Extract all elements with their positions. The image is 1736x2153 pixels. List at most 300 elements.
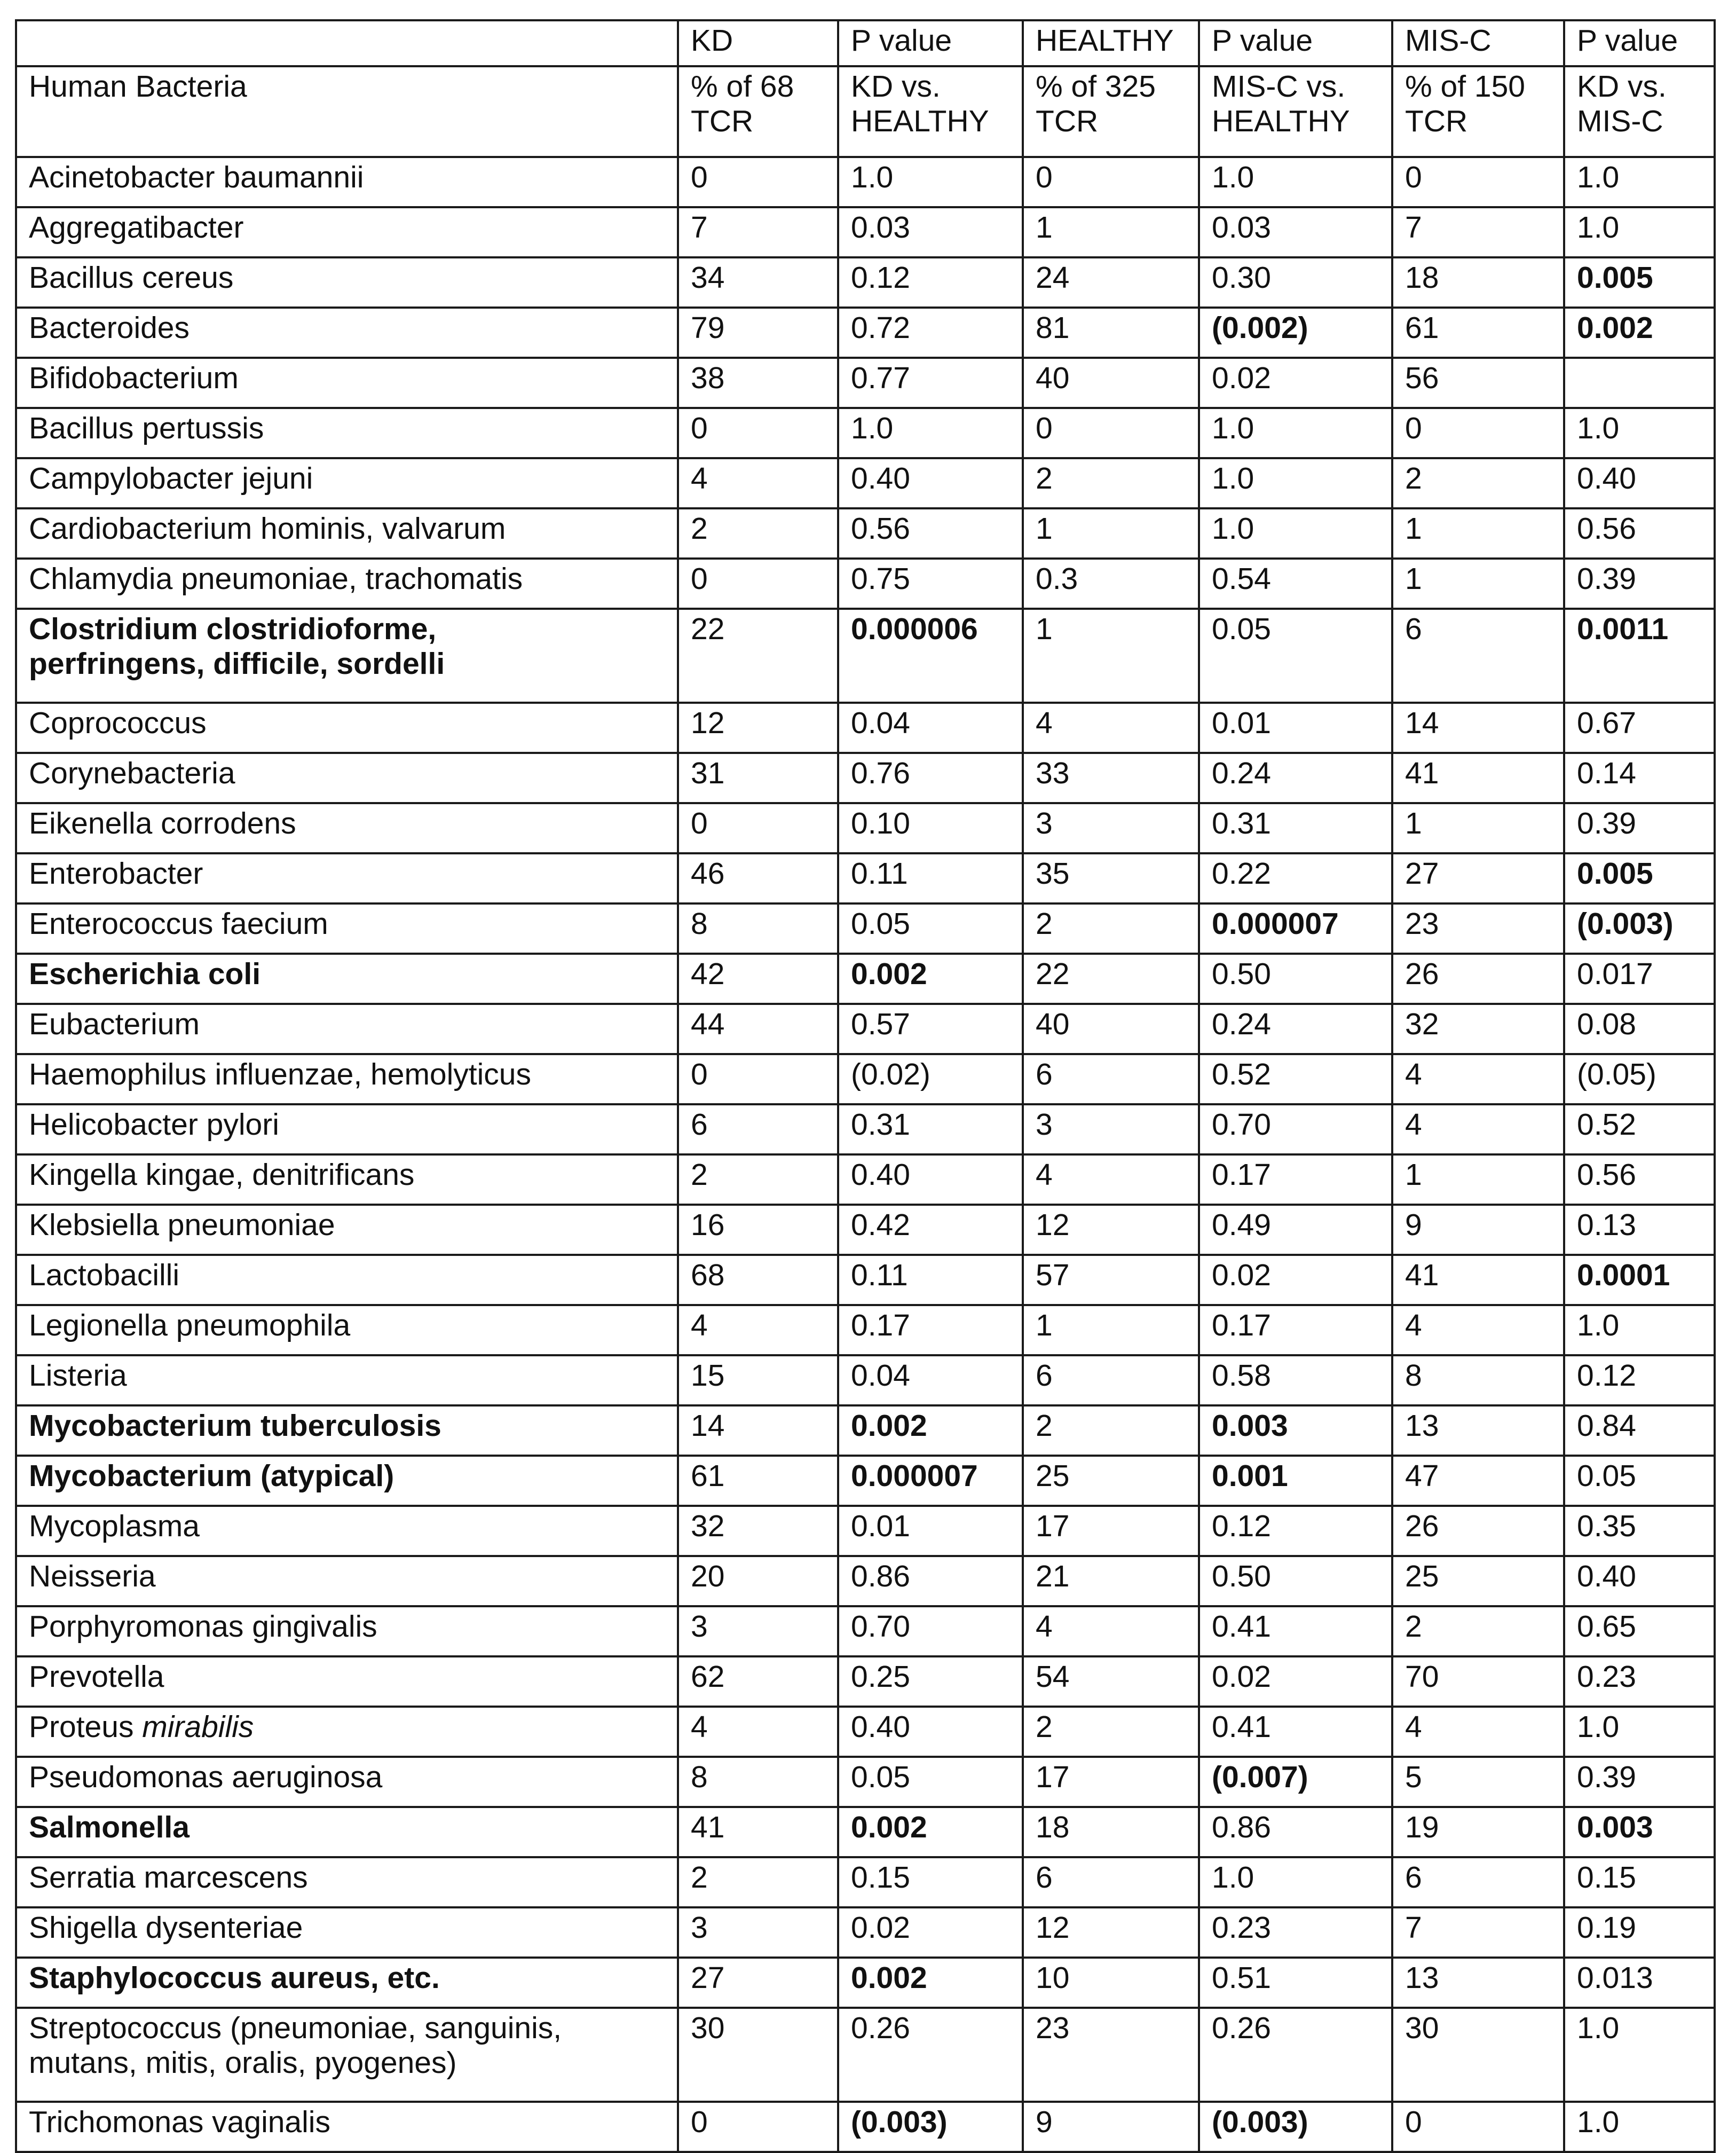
p-kd-vs-misc-cell: 1.0 [1564, 1305, 1715, 1355]
p-kd-vs-misc-cell: 0.56 [1564, 1154, 1715, 1205]
kd-percent-cell: 12 [678, 703, 838, 753]
p-kd-vs-misc-cell: 1.0 [1564, 2102, 1715, 2152]
p-misc-vs-healthy-cell: 0.50 [1199, 954, 1392, 1004]
misc-percent-cell: 7 [1392, 207, 1564, 257]
healthy-percent-cell: 1 [1023, 508, 1199, 559]
table-row [16, 803, 1715, 853]
bacteria-name-cell [16, 1255, 678, 1305]
p-kd-vs-healthy-cell: 0.04 [838, 1355, 1023, 1405]
table-row [16, 1807, 1715, 1857]
p-kd-vs-misc-cell: 0.0001 [1564, 1255, 1715, 1305]
kd-percent-cell: 0 [678, 157, 838, 207]
table-row [16, 1857, 1715, 1907]
bacteria-name-cell [16, 1656, 678, 1707]
kd-percent-cell: 41 [678, 1807, 838, 1857]
healthy-percent-cell: 54 [1023, 1656, 1199, 1707]
kd-percent-cell: 30 [678, 2008, 838, 2102]
misc-percent-cell: 41 [1392, 753, 1564, 803]
healthy-percent-cell: 2 [1023, 458, 1199, 508]
bacteria-name-line: Escherichia coli [29, 957, 261, 991]
table-row [16, 207, 1715, 257]
healthy-percent-cell: 6 [1023, 1355, 1199, 1405]
p-misc-vs-healthy-cell: 0.05 [1199, 609, 1392, 703]
bacteria-name-cell [16, 903, 678, 954]
bacteria-name-cell [16, 1154, 678, 1205]
bacteria-name-cell [16, 157, 678, 207]
p-kd-vs-misc-cell: 0.19 [1564, 1907, 1715, 1958]
p-misc-vs-healthy-cell: 0.30 [1199, 257, 1392, 308]
p-misc-vs-healthy-cell: 0.50 [1199, 1556, 1392, 1606]
table-row [16, 1154, 1715, 1205]
p-kd-vs-healthy-cell: 0.03 [838, 207, 1023, 257]
healthy-percent-cell: 3 [1023, 803, 1199, 853]
bacteria-name-line: Cardiobacterium hominis, valvarum [29, 512, 506, 546]
kd-percent-cell: 0 [678, 408, 838, 458]
p-kd-vs-healthy-cell: 0.72 [838, 308, 1023, 358]
p-kd-vs-healthy-cell: 0.000006 [838, 609, 1023, 703]
bacteria-name-line: Bifidobacterium [29, 361, 239, 395]
p-kd-vs-misc-cell: 0.39 [1564, 559, 1715, 609]
healthy-percent-cell: 12 [1023, 1205, 1199, 1255]
p-misc-vs-healthy-cell: 0.49 [1199, 1205, 1392, 1255]
p-misc-vs-healthy-cell: (0.007) [1199, 1757, 1392, 1807]
bacteria-name-line: Coprococcus [29, 706, 207, 740]
p-kd-vs-misc-cell: 0.002 [1564, 308, 1715, 358]
bacteria-name-cell [16, 257, 678, 308]
bacteria-name-cell [16, 1958, 678, 2008]
bacteria-name-cell [16, 207, 678, 257]
bacteria-name-line: Enterobacter [29, 857, 203, 891]
kd-percent-cell: 42 [678, 954, 838, 1004]
table-row [16, 1305, 1715, 1355]
p-kd-vs-healthy-cell: 0.56 [838, 508, 1023, 559]
p-misc-vs-healthy-cell: 0.31 [1199, 803, 1392, 853]
kd-percent-cell: 46 [678, 853, 838, 903]
bacteria-name-line: Lactobacilli [29, 1258, 179, 1292]
kd-percent-cell: 2 [678, 1857, 838, 1907]
p-kd-vs-healthy-cell: 1.0 [838, 408, 1023, 458]
healthy-percent-cell: 21 [1023, 1556, 1199, 1606]
table-row [16, 853, 1715, 903]
misc-percent-cell: 18 [1392, 257, 1564, 308]
bacteria-name-cell [16, 954, 678, 1004]
p-kd-vs-healthy-cell: 0.25 [838, 1656, 1023, 1707]
misc-percent-cell: 32 [1392, 1004, 1564, 1054]
misc-percent-cell: 30 [1392, 2008, 1564, 2102]
healthy-percent-cell: 40 [1023, 1004, 1199, 1054]
misc-percent-cell: 5 [1392, 1757, 1564, 1807]
p-kd-vs-healthy-cell: 0.57 [838, 1004, 1023, 1054]
p-kd-vs-misc-cell: 0.39 [1564, 803, 1715, 853]
p-kd-vs-healthy-cell: 0.17 [838, 1305, 1023, 1355]
misc-percent-cell: 25 [1392, 1556, 1564, 1606]
table-row [16, 2102, 1715, 2152]
p-kd-vs-misc-cell: (0.05) [1564, 1054, 1715, 1104]
p-misc-vs-healthy-cell: 0.52 [1199, 1054, 1392, 1104]
table-row [16, 1506, 1715, 1556]
bacteria-name-line: Porphyromonas gingivalis [29, 1609, 377, 1644]
bacteria-name-cell [16, 1456, 678, 1506]
kd-percent-cell: 4 [678, 458, 838, 508]
healthy-percent-cell: 9 [1023, 2102, 1199, 2152]
bacteria-name-cell [16, 753, 678, 803]
p-kd-vs-misc-cell: 1.0 [1564, 207, 1715, 257]
p-kd-vs-healthy-cell: 1.0 [838, 157, 1023, 207]
misc-percent-cell: 23 [1392, 903, 1564, 954]
misc-percent-cell: 0 [1392, 408, 1564, 458]
p-misc-vs-healthy-cell: 0.24 [1199, 753, 1392, 803]
misc-percent-cell: 27 [1392, 853, 1564, 903]
p-kd-vs-misc-cell: 0.40 [1564, 458, 1715, 508]
p-misc-vs-healthy-cell: 0.000007 [1199, 903, 1392, 954]
bacteria-name-cell [16, 1556, 678, 1606]
kd-percent-cell: 3 [678, 1907, 838, 1958]
bacteria-name-cell [16, 2008, 678, 2102]
healthy-percent-cell: 81 [1023, 308, 1199, 358]
bacteria-name-line: Trichomonas vaginalis [29, 2105, 330, 2139]
kd-percent-cell: 0 [678, 1054, 838, 1104]
p-kd-vs-misc-cell: 0.017 [1564, 954, 1715, 1004]
bacteria-name-line: Listeria [29, 1358, 127, 1393]
p-misc-vs-healthy-cell: 0.03 [1199, 207, 1392, 257]
p-kd-vs-healthy-cell: 0.04 [838, 703, 1023, 753]
p-misc-vs-healthy-cell: 0.22 [1199, 853, 1392, 903]
p-kd-vs-healthy-cell: 0.77 [838, 358, 1023, 408]
healthy-percent-cell: 4 [1023, 703, 1199, 753]
p-kd-vs-misc-cell: 0.40 [1564, 1556, 1715, 1606]
p-kd-vs-misc-cell: 1.0 [1564, 157, 1715, 207]
misc-percent-cell: 1 [1392, 803, 1564, 853]
table-row [16, 1355, 1715, 1405]
kd-percent-cell: 32 [678, 1506, 838, 1556]
p-misc-vs-healthy-cell: 0.54 [1199, 559, 1392, 609]
bacteria-name-cell [16, 1907, 678, 1958]
p-misc-vs-healthy-cell: 0.41 [1199, 1606, 1392, 1656]
bacteria-name-cell [16, 408, 678, 458]
p-misc-vs-healthy-cell: 0.12 [1199, 1506, 1392, 1556]
bacteria-name-cell [16, 1355, 678, 1405]
bacteria-name-cell [16, 1004, 678, 1054]
bacteria-name-cell [16, 1807, 678, 1857]
table-row [16, 703, 1715, 753]
misc-percent-cell: 26 [1392, 1506, 1564, 1556]
p-misc-vs-healthy-cell: 0.003 [1199, 1405, 1392, 1456]
bacteria-name-line: Mycoplasma [29, 1509, 200, 1543]
kd-percent-cell: 14 [678, 1405, 838, 1456]
bacteria-name-line: Enterococcus faecium [29, 907, 328, 941]
p-kd-vs-misc-cell: 0.08 [1564, 1004, 1715, 1054]
misc-percent-cell: 0 [1392, 157, 1564, 207]
kd-percent-cell: 8 [678, 1757, 838, 1807]
p-kd-vs-misc-cell: 0.84 [1564, 1405, 1715, 1456]
p-misc-vs-healthy-cell: 0.51 [1199, 1958, 1392, 2008]
bacteria-name-cell [16, 1757, 678, 1807]
healthy-percent-cell: 6 [1023, 1857, 1199, 1907]
healthy-percent-cell: 10 [1023, 1958, 1199, 2008]
healthy-percent-cell: 6 [1023, 1054, 1199, 1104]
misc-percent-cell: 7 [1392, 1907, 1564, 1958]
kd-percent-cell: 27 [678, 1958, 838, 2008]
bacteria-name-line: Shigella dysenteriae [29, 1911, 303, 1945]
header-healthy-percent-tcr: % of 325 TCR [1023, 66, 1199, 157]
bacteria-name-line: Salmonella [29, 1810, 190, 1844]
p-misc-vs-healthy-cell: 0.02 [1199, 358, 1392, 408]
p-kd-vs-healthy-cell: 0.000007 [838, 1456, 1023, 1506]
p-kd-vs-healthy-cell: 0.05 [838, 903, 1023, 954]
p-kd-vs-healthy-cell: 0.76 [838, 753, 1023, 803]
bacteria-name-cell [16, 609, 678, 703]
bacteria-name-line: Clostridium clostridioforme, [29, 612, 437, 646]
misc-percent-cell: 1 [1392, 559, 1564, 609]
bacteria-name-cell [16, 559, 678, 609]
table-row [16, 954, 1715, 1004]
header-misc: MIS-C [1392, 20, 1564, 66]
table-row [16, 157, 1715, 207]
p-misc-vs-healthy-cell: (0.002) [1199, 308, 1392, 358]
bacteria-name-cell [16, 458, 678, 508]
bacteria-name-line: Kingella kingae, denitrificans [29, 1158, 415, 1192]
bacteria-name-line: Prevotella [29, 1660, 164, 1694]
misc-percent-cell: 4 [1392, 1104, 1564, 1154]
p-kd-vs-misc-cell: 0.14 [1564, 753, 1715, 803]
bacteria-name-line: Bacillus pertussis [29, 411, 264, 445]
bacteria-name-line: Acinetobacter baumannii [29, 160, 364, 194]
bacteria-name-line: Corynebacteria [29, 756, 235, 790]
bacteria-name-line: Proteus [29, 1710, 143, 1744]
misc-percent-cell: 70 [1392, 1656, 1564, 1707]
misc-percent-cell: 2 [1392, 458, 1564, 508]
bacteria-name-line: perfringens, difficile, sordelli [29, 646, 445, 681]
p-misc-vs-healthy-cell: 0.26 [1199, 2008, 1392, 2102]
healthy-percent-cell: 18 [1023, 1807, 1199, 1857]
table-row [16, 1907, 1715, 1958]
healthy-percent-cell: 4 [1023, 1606, 1199, 1656]
table-row [16, 408, 1715, 458]
p-kd-vs-healthy-cell: 0.40 [838, 1707, 1023, 1757]
p-kd-vs-misc-cell: 0.52 [1564, 1104, 1715, 1154]
bacteria-name-line: mutans, mitis, oralis, pyogenes) [29, 2045, 457, 2080]
bacteria-name-line: Haemophilus influenzae, hemolyticus [29, 1057, 532, 1091]
table-row [16, 358, 1715, 408]
p-misc-vs-healthy-cell: 0.02 [1199, 1656, 1392, 1707]
p-misc-vs-healthy-cell: 0.70 [1199, 1104, 1392, 1154]
table-row [16, 753, 1715, 803]
header-cell-blank [16, 20, 678, 66]
healthy-percent-cell: 1 [1023, 207, 1199, 257]
kd-percent-cell: 34 [678, 257, 838, 308]
table-row [16, 1606, 1715, 1656]
p-kd-vs-misc-cell: 0.56 [1564, 508, 1715, 559]
p-kd-vs-healthy-cell: 0.002 [838, 954, 1023, 1004]
p-kd-vs-misc-cell: 0.15 [1564, 1857, 1715, 1907]
healthy-percent-cell: 0.3 [1023, 559, 1199, 609]
p-kd-vs-healthy-cell: 0.40 [838, 458, 1023, 508]
header-healthy: HEALTHY [1023, 20, 1199, 66]
table-row [16, 458, 1715, 508]
bacteria-name-cell [16, 1506, 678, 1556]
table-body [16, 157, 1715, 2152]
p-misc-vs-healthy-cell: 0.02 [1199, 1255, 1392, 1305]
bacteria-name-line: Neisseria [29, 1559, 156, 1593]
p-kd-vs-misc-cell: (0.003) [1564, 903, 1715, 954]
misc-percent-cell: 4 [1392, 1707, 1564, 1757]
table-row [16, 1205, 1715, 1255]
p-kd-vs-misc-cell: 0.005 [1564, 257, 1715, 308]
misc-percent-cell: 1 [1392, 1154, 1564, 1205]
bacteria-name-cell [16, 1857, 678, 1907]
healthy-percent-cell: 40 [1023, 358, 1199, 408]
misc-percent-cell: 0 [1392, 2102, 1564, 2152]
p-kd-vs-misc-cell: 0.005 [1564, 853, 1715, 903]
healthy-percent-cell: 4 [1023, 1154, 1199, 1205]
p-kd-vs-misc-cell: 1.0 [1564, 2008, 1715, 2102]
table-row [16, 1405, 1715, 1456]
p-misc-vs-healthy-cell: 1.0 [1199, 508, 1392, 559]
bacteria-name-line: Serratia marcescens [29, 1860, 308, 1895]
healthy-percent-cell: 33 [1023, 753, 1199, 803]
p-kd-vs-healthy-cell: 0.31 [838, 1104, 1023, 1154]
healthy-percent-cell: 12 [1023, 1907, 1199, 1958]
table-row [16, 1556, 1715, 1606]
misc-percent-cell: 14 [1392, 703, 1564, 753]
misc-percent-cell: 8 [1392, 1355, 1564, 1405]
table-row [16, 1456, 1715, 1506]
bacteria-name-line: Chlamydia pneumoniae, trachomatis [29, 562, 523, 596]
header-kd-percent-tcr: % of 68 TCR [678, 66, 838, 157]
kd-percent-cell: 0 [678, 559, 838, 609]
p-kd-vs-misc-cell: 0.003 [1564, 1807, 1715, 1857]
misc-percent-cell: 1 [1392, 508, 1564, 559]
p-misc-vs-healthy-cell: 1.0 [1199, 157, 1392, 207]
kd-percent-cell: 16 [678, 1205, 838, 1255]
bacteria-name-line: Mycobacterium tuberculosis [29, 1409, 441, 1443]
healthy-percent-cell: 1 [1023, 609, 1199, 703]
p-kd-vs-healthy-cell: 0.01 [838, 1506, 1023, 1556]
p-kd-vs-healthy-cell: 0.40 [838, 1154, 1023, 1205]
p-kd-vs-healthy-cell: 0.75 [838, 559, 1023, 609]
kd-percent-cell: 44 [678, 1004, 838, 1054]
p-kd-vs-healthy-cell: 0.11 [838, 1255, 1023, 1305]
healthy-percent-cell: 24 [1023, 257, 1199, 308]
kd-percent-cell: 20 [678, 1556, 838, 1606]
p-kd-vs-misc-cell: 0.13 [1564, 1205, 1715, 1255]
misc-percent-cell: 4 [1392, 1305, 1564, 1355]
kd-percent-cell: 79 [678, 308, 838, 358]
healthy-percent-cell: 1 [1023, 1305, 1199, 1355]
p-misc-vs-healthy-cell: 0.41 [1199, 1707, 1392, 1757]
table-row [16, 1054, 1715, 1104]
p-kd-vs-misc-cell: 0.0011 [1564, 609, 1715, 703]
p-kd-vs-healthy-cell: 0.002 [838, 1958, 1023, 2008]
bacteria-name-line: mirabilis [142, 1710, 254, 1744]
p-kd-vs-healthy-cell: 0.86 [838, 1556, 1023, 1606]
p-kd-vs-healthy-cell: 0.70 [838, 1606, 1023, 1656]
p-misc-vs-healthy-cell: 0.58 [1199, 1355, 1392, 1405]
header-kd-vs-misc: KD vs. MIS-C [1564, 66, 1715, 157]
p-kd-vs-healthy-cell: 0.05 [838, 1757, 1023, 1807]
bacteria-name-line: Campylobacter jejuni [29, 461, 313, 496]
p-misc-vs-healthy-cell: 0.17 [1199, 1305, 1392, 1355]
misc-percent-cell: 6 [1392, 1857, 1564, 1907]
p-kd-vs-healthy-cell: 0.12 [838, 257, 1023, 308]
misc-percent-cell: 47 [1392, 1456, 1564, 1506]
p-kd-vs-healthy-cell: 0.10 [838, 803, 1023, 853]
kd-percent-cell: 0 [678, 803, 838, 853]
table-row [16, 1104, 1715, 1154]
misc-percent-cell: 13 [1392, 1958, 1564, 2008]
kd-percent-cell: 3 [678, 1606, 838, 1656]
kd-percent-cell: 8 [678, 903, 838, 954]
table-row [16, 559, 1715, 609]
bacteria-name-cell [16, 358, 678, 408]
p-kd-vs-misc-cell: 0.013 [1564, 1958, 1715, 2008]
bacteria-name-cell [16, 853, 678, 903]
healthy-percent-cell: 17 [1023, 1757, 1199, 1807]
p-kd-vs-misc-cell: 0.65 [1564, 1606, 1715, 1656]
bacteria-name-line: Eubacterium [29, 1007, 200, 1041]
bacteria-name-cell [16, 1205, 678, 1255]
bacteria-name-line: Helicobacter pylori [29, 1107, 279, 1142]
kd-percent-cell: 15 [678, 1355, 838, 1405]
healthy-percent-cell: 0 [1023, 157, 1199, 207]
p-kd-vs-misc-cell: 0.05 [1564, 1456, 1715, 1506]
bacteria-tcr-table [15, 19, 1716, 2153]
healthy-percent-cell: 2 [1023, 1405, 1199, 1456]
kd-percent-cell: 38 [678, 358, 838, 408]
header-row-1 [16, 20, 1715, 66]
bacteria-name-cell [16, 508, 678, 559]
bacteria-name-line: Eikenella corrodens [29, 806, 296, 840]
healthy-percent-cell: 57 [1023, 1255, 1199, 1305]
p-kd-vs-misc-cell: 0.67 [1564, 703, 1715, 753]
kd-percent-cell: 68 [678, 1255, 838, 1305]
p-misc-vs-healthy-cell: 0.001 [1199, 1456, 1392, 1506]
table-row [16, 257, 1715, 308]
healthy-percent-cell: 22 [1023, 954, 1199, 1004]
misc-percent-cell: 56 [1392, 358, 1564, 408]
p-kd-vs-healthy-cell: (0.02) [838, 1054, 1023, 1104]
table-row [16, 1707, 1715, 1757]
kd-percent-cell: 2 [678, 508, 838, 559]
header-misc-percent-tcr: % of 150 TCR [1392, 66, 1564, 157]
p-kd-vs-healthy-cell: 0.42 [838, 1205, 1023, 1255]
bacteria-name-line: Bacillus cereus [29, 261, 234, 295]
header-p-value-misc-vs-healthy: P value [1199, 20, 1392, 66]
p-kd-vs-misc-cell: 0.39 [1564, 1757, 1715, 1807]
misc-percent-cell: 13 [1392, 1405, 1564, 1456]
healthy-percent-cell: 23 [1023, 2008, 1199, 2102]
healthy-percent-cell: 17 [1023, 1506, 1199, 1556]
bacteria-name-cell [16, 1606, 678, 1656]
p-kd-vs-misc-cell [1564, 358, 1715, 408]
bacteria-name-cell [16, 1104, 678, 1154]
misc-percent-cell: 2 [1392, 1606, 1564, 1656]
header-kd: KD [678, 20, 838, 66]
bacteria-name-cell [16, 703, 678, 753]
bacteria-name-line: Klebsiella pneumoniae [29, 1208, 335, 1242]
kd-percent-cell: 7 [678, 207, 838, 257]
header-p-value-kd-vs-healthy: P value [838, 20, 1023, 66]
bacteria-name-cell [16, 1305, 678, 1355]
misc-percent-cell: 61 [1392, 308, 1564, 358]
table-row [16, 1004, 1715, 1054]
p-kd-vs-misc-cell: 0.23 [1564, 1656, 1715, 1707]
misc-percent-cell: 26 [1392, 954, 1564, 1004]
bacteria-name-line: Staphylococcus aureus, etc. [29, 1961, 440, 1995]
bacteria-name-line: Aggregatibacter [29, 210, 244, 245]
p-kd-vs-misc-cell: 0.35 [1564, 1506, 1715, 1556]
p-kd-vs-healthy-cell: (0.003) [838, 2102, 1023, 2152]
